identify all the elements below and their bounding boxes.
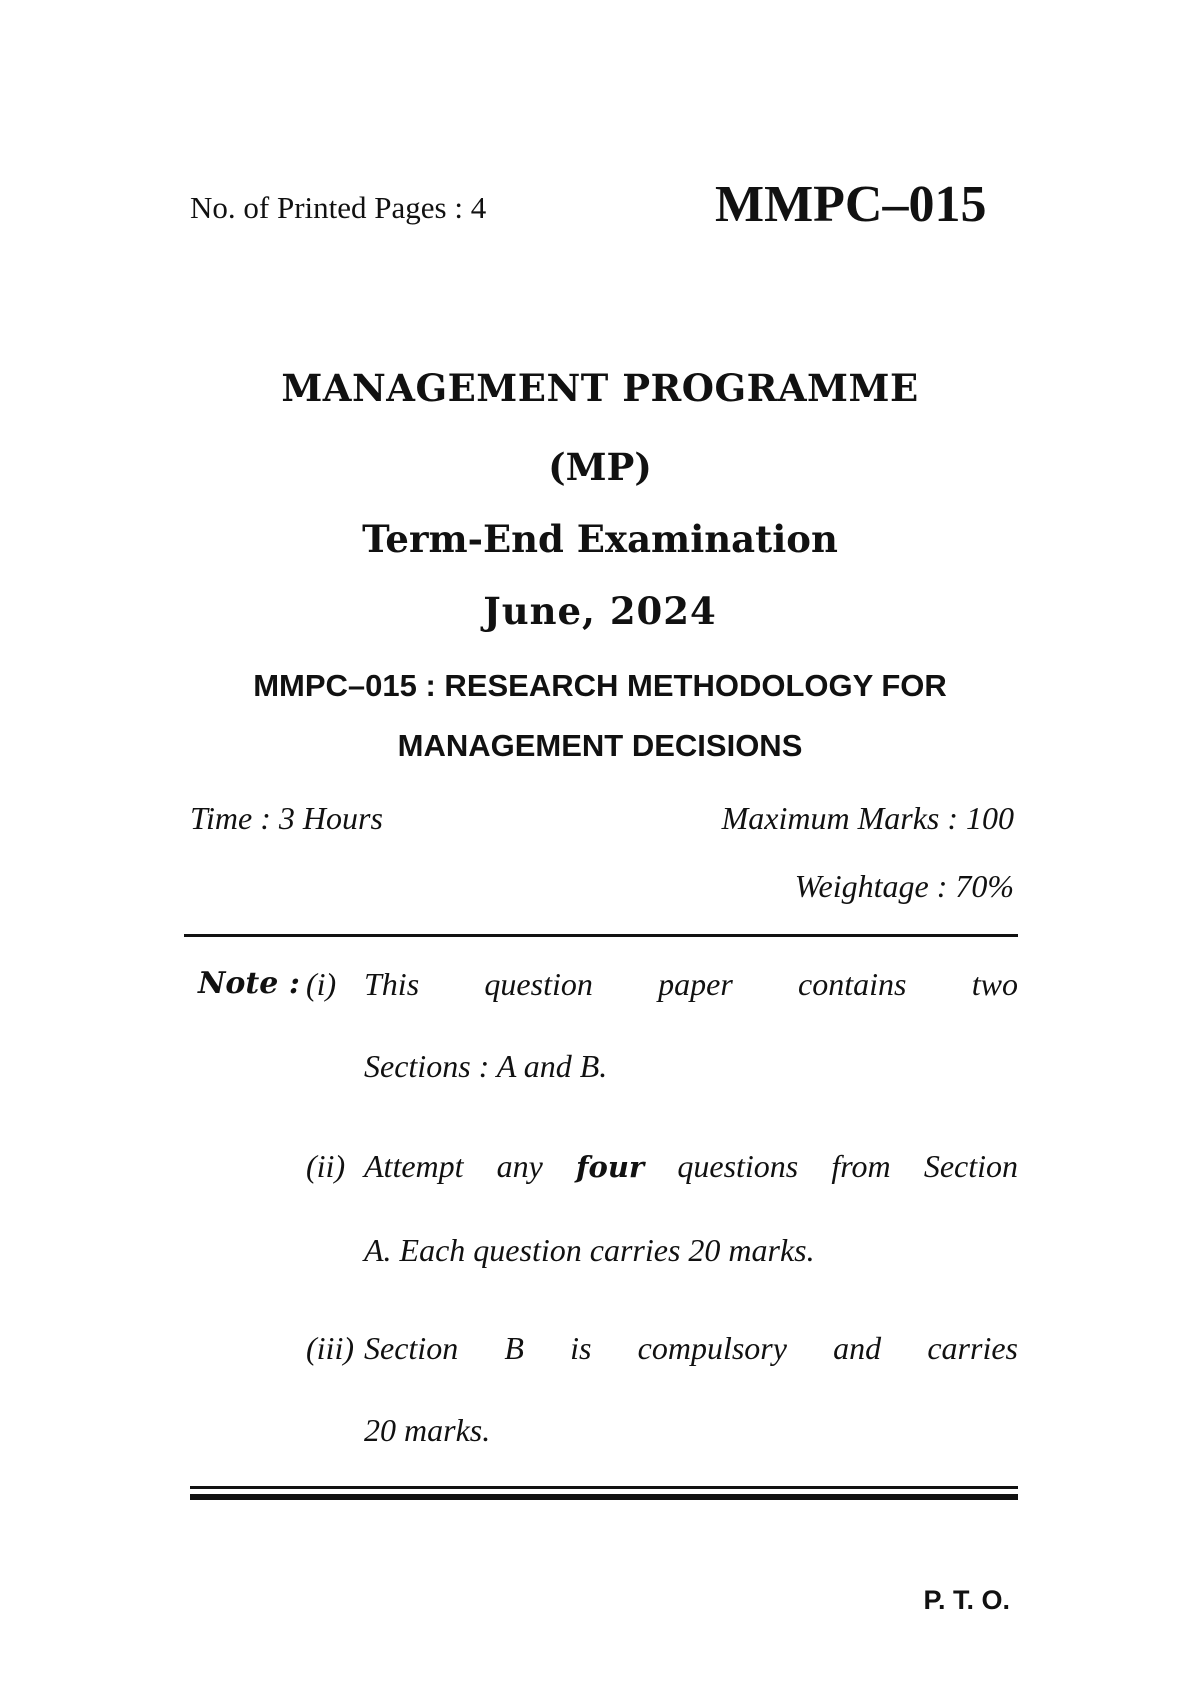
printed-pages-count: No. of Printed Pages : 4	[190, 190, 487, 225]
exam-title: Term-End Examination	[362, 517, 838, 561]
double-rule-thick	[190, 1494, 1018, 1500]
note-label: Note :	[198, 966, 300, 1001]
double-rule-thin	[190, 1486, 1018, 1489]
note-item-2-text-post: questions from Section	[644, 1148, 1019, 1184]
note-item-2-emphasis: four	[576, 1150, 645, 1184]
programme-title: MANAGEMENT PROGRAMME	[281, 366, 919, 410]
paper-code: MMPC–015	[715, 176, 987, 233]
course-title-line-1: MMPC–015 : RESEARCH METHODOLOGY FOR	[253, 668, 947, 703]
note-item-1-line-2: Sections : A and B.	[364, 1048, 608, 1084]
weightage: Weightage : 70%	[794, 868, 1014, 904]
maximum-marks: Maximum Marks : 100	[721, 800, 1014, 836]
note-item-2-text-pre: Attempt any	[364, 1148, 577, 1184]
please-turn-over: P. T. O.	[923, 1585, 1010, 1615]
exam-duration: Time : 3 Hours	[190, 800, 383, 836]
divider-line	[184, 934, 1018, 937]
note-item-2-line-2: A. Each question carries 20 marks.	[364, 1232, 815, 1268]
exam-session: June, 2024	[483, 589, 717, 633]
programme-abbreviation: (MP)	[548, 445, 652, 489]
note-item-1-line-1: This question paper contains two	[364, 966, 1018, 1002]
note-item-2-line-1	[364, 1148, 1018, 1185]
note-item-number: (ii)	[306, 1148, 346, 1184]
course-title-line-2: MANAGEMENT DECISIONS	[397, 728, 803, 763]
note-item-number: (iii)	[306, 1330, 354, 1366]
note-item-3-line-2: 20 marks.	[364, 1412, 491, 1448]
note-item-number: (i)	[306, 966, 337, 1002]
note-item-3-line-1: Section B is compulsory and carries	[364, 1330, 1018, 1366]
